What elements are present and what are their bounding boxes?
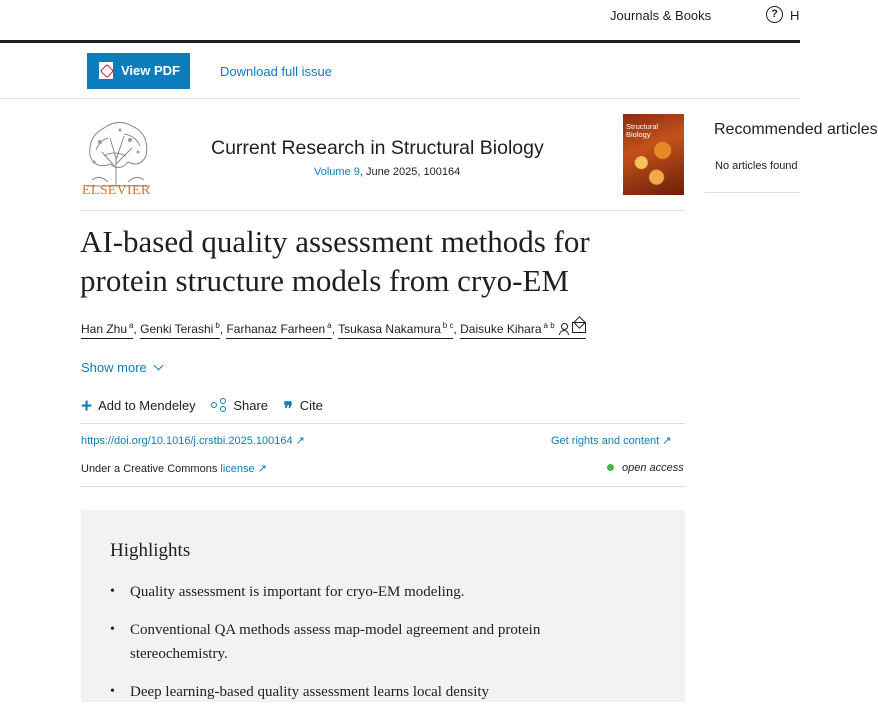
recommended-articles-empty: No articles found: [715, 160, 798, 172]
top-utility-bar: [0, 0, 800, 43]
open-access-dot-icon: [607, 464, 614, 471]
pdf-toolbar: [0, 43, 800, 99]
license-text: Under a Creative Commons license ↗: [81, 463, 267, 475]
show-more-button[interactable]: Show more: [81, 360, 162, 375]
divider: [80, 210, 685, 211]
share-button[interactable]: Share: [211, 398, 268, 413]
article-title: AI-based quality assessment methods for protein structure models from cryo-EM: [80, 224, 590, 298]
pdf-icon: [99, 62, 113, 79]
highlight-item: • Quality assessment is important for cryo-EM modeling.: [110, 580, 630, 604]
plus-icon: +: [81, 396, 93, 417]
author-link[interactable]: Tsukasa Nakamura $^{b c}$: [338, 322, 453, 339]
divider: [80, 423, 685, 424]
quote-icon: ❞: [283, 399, 293, 419]
journal-volume-info: [314, 166, 460, 178]
share-icon: [211, 398, 227, 412]
journals-books-link[interactable]: Journals & Books: [610, 8, 712, 23]
doi-link[interactable]: https://doi.org/10.1016/j.crstbi.2025.100164 ↗: [81, 435, 305, 447]
elsevier-wordmark: ELSEVIER: [82, 183, 151, 198]
question-circle-icon[interactable]: ?: [766, 6, 783, 23]
author-list: Han Zhu $^a$, Genki Terashi $^b$, Farhanaz Farheen $^a$, Tsukasa Nakamura $^{b c}$, Daisuke Kihara $^{a b}$: [81, 321, 586, 336]
divider: [705, 192, 800, 193]
author-link[interactable]: Han Zhu $^a$: [81, 322, 133, 339]
chevron-down-icon: [153, 361, 163, 371]
person-icon: [559, 323, 568, 334]
journal-cover-image[interactable]: [623, 114, 684, 195]
license-link[interactable]: license ↗: [220, 463, 267, 475]
cite-button[interactable]: ❞ Cite: [283, 398, 323, 419]
author-link[interactable]: Farhanaz Farheen $^a$: [226, 322, 331, 339]
rights-content-link[interactable]: Get rights and content ↗: [551, 435, 672, 447]
divider: [80, 486, 685, 487]
highlight-item: • Conventional QA methods assess map-model agreement and protein stereochemistry.: [110, 618, 630, 666]
highlights-heading: Highlights: [110, 540, 191, 561]
highlight-item: • Deep learning-based quality assessment learns local density: [110, 680, 630, 704]
help-link[interactable]: H: [790, 8, 800, 23]
download-full-issue-link[interactable]: Download full issue: [220, 64, 333, 79]
mail-icon: [572, 322, 586, 333]
recommended-articles-heading: Recommended articles: [714, 121, 878, 138]
view-pdf-button[interactable]: [87, 53, 190, 89]
open-access-badge: open access: [607, 462, 684, 474]
author-link[interactable]: Daisuke Kihara $^{a b}$: [460, 322, 586, 339]
volume-link[interactable]: Volume 9: [314, 166, 360, 178]
journal-title[interactable]: Current Research in Structural Biology: [211, 137, 544, 159]
add-to-mendeley-button[interactable]: + Add to Mendeley: [81, 396, 196, 417]
highlights-box: [81, 510, 685, 702]
author-link[interactable]: Genki Terashi $^b$: [140, 322, 220, 339]
highlights-list: [110, 580, 630, 718]
article-actions: [81, 396, 335, 419]
view-pdf-label: View PDF: [121, 63, 181, 78]
issue-date-text: , June 2025, 100164: [359, 166, 461, 178]
cover-title: Structural Biology: [626, 122, 659, 139]
